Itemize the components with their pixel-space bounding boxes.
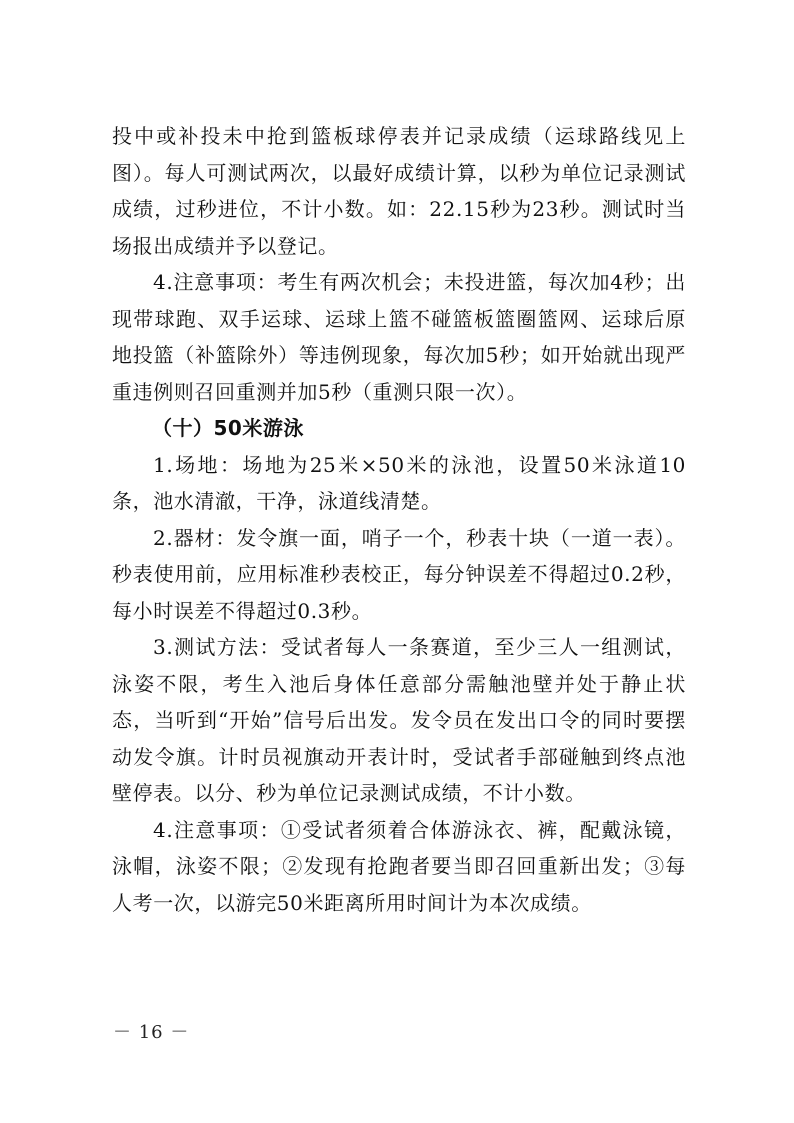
paragraph-swimming-method: 3.测试方法：受试者每人一条赛道，至少三人一组测试，泳姿不限，考生入池后身体任意部分需触池壁并处于静止状态，当听到“开始”信号后出发。发令员在发出口令的同时要摆动发令旗。计时员视旗动开表计时，受试者手部碰触到终点池壁停表。以分、秒为单位记录测试成绩，不计小数。 bbox=[112, 635, 686, 805]
paragraph-basketball-scoring: 投中或补投未中抢到篮板球停表并记录成绩（运球路线见上图）。每人可测试两次，以最好成绩计算，以秒为单位记录测试成绩，过秒进位，不计小数。如：22.15秒为23秒。测试时当场报出成绩并予以登记。 bbox=[112, 124, 686, 258]
page-body bbox=[112, 118, 686, 921]
paragraph-swimming-venue: 1.场地：场地为25米×50米的泳池，设置50米泳道10条，池水清澈，干净，泳道线清楚。 bbox=[112, 452, 686, 513]
section-heading-swimming: （十）50米游泳 bbox=[152, 416, 304, 440]
paragraph-swimming-equipment: 2.器材：发令旗一面，哨子一个，秒表十块（一道一表）。秒表使用前，应用标准秒表校正，每分钟误差不得超过0.2秒，每小时误差不得超过0.3秒。 bbox=[112, 525, 686, 623]
paragraph-basketball-notes: 4.注意事项：考生有两次机会；未投进篮，每次加4秒；出现带球跑、双手运球、运球上篮不碰篮板篮圈篮网、运球后原地投篮（补篮除外）等违例现象，每次加5秒；如开始就出现严重违例则召回重测并加5秒（重测只限一次）。 bbox=[112, 270, 686, 404]
paragraph-swimming-notes: 4.注意事项：①受试者须着合体游泳衣、裤，配戴泳镜，泳帽，泳姿不限；②发现有抢跑者要当即召回重新出发；③每人考一次，以游完50米距离所用时间计为本次成绩。 bbox=[112, 817, 686, 915]
page-number: － 16 － bbox=[113, 1022, 190, 1043]
